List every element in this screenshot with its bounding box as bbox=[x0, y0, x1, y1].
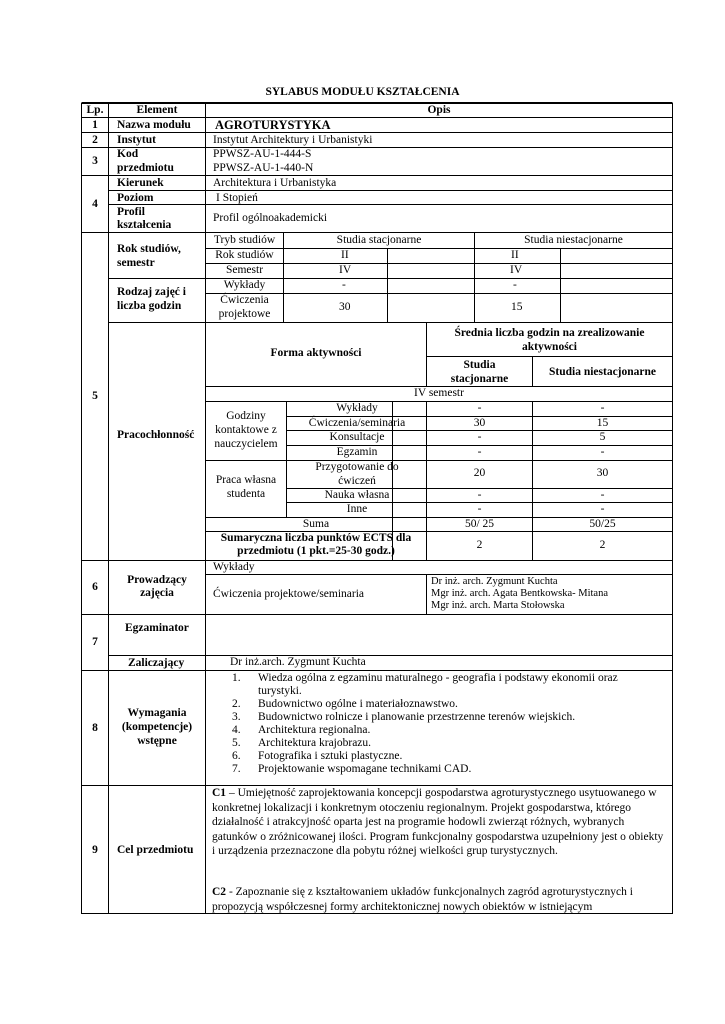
p-nauka-s: - bbox=[477, 489, 482, 501]
list-item bbox=[212, 698, 662, 711]
kierunek-value: Architektura i Urbanistyka bbox=[213, 177, 337, 189]
row5-lp: 5 bbox=[92, 390, 98, 402]
goal-c1-label: C1 bbox=[212, 787, 227, 799]
wyk-s: - bbox=[342, 279, 346, 291]
godziny-3: nauczycielem bbox=[214, 438, 278, 450]
rok-n: II bbox=[511, 249, 519, 261]
list-item-text: Budownictwo ogólne i materiałoznawstwo. bbox=[258, 698, 458, 710]
semestr-label: Semestr bbox=[225, 264, 264, 276]
r6-cwiczenia: Ćwiczenia projektowe/seminaria bbox=[213, 588, 365, 600]
wyklady-label: Wykłady bbox=[223, 279, 266, 291]
zaliczajacy-label: Zaliczający bbox=[128, 657, 185, 669]
list-item-text: Architektura krajobrazu. bbox=[258, 737, 372, 749]
r6-wyklady: Wykłady bbox=[213, 561, 255, 573]
row3-element-1: Kod bbox=[117, 148, 139, 160]
wymagania-2: (kompetencje) bbox=[121, 721, 193, 733]
suma-label: Suma bbox=[302, 518, 330, 530]
poziom-value: I Stopień bbox=[216, 192, 258, 204]
forma-aktywnosci: Forma aktywności bbox=[270, 347, 362, 359]
rok-label-1: Rok studiów, bbox=[117, 243, 181, 255]
list-item-number: 4. bbox=[232, 724, 241, 736]
p-cw-s: 30 bbox=[473, 417, 486, 429]
profil-label-1: Profil bbox=[117, 206, 145, 218]
niestacjonarne-label: Studia niestacjonarne bbox=[524, 234, 623, 246]
p-egz-n: - bbox=[600, 446, 605, 458]
wymagania-1: Wymagania bbox=[127, 707, 187, 719]
p-cw: Ćwiczenia/seminaria bbox=[308, 417, 406, 429]
ects-s: 2 bbox=[476, 539, 483, 551]
row8-lp: 8 bbox=[92, 722, 98, 734]
p-egz: Egzamin bbox=[336, 446, 378, 458]
profil-value: Profil ogólnoakademicki bbox=[213, 212, 328, 224]
code-n: PPWSZ-AU-1-440-N bbox=[213, 162, 314, 174]
ects-label-2: przedmiotu (1 pkt.=25-30 godz.) bbox=[237, 545, 395, 557]
goal-c2-label: C2 bbox=[212, 886, 227, 898]
pracochlonnosc-label: Pracochłonność bbox=[117, 429, 195, 441]
studia-stac-1: Studia bbox=[463, 359, 496, 371]
goal-c2 bbox=[212, 885, 667, 914]
sem-s: IV bbox=[339, 264, 352, 276]
list-item bbox=[212, 750, 662, 763]
rodzaj-label-1: Rodzaj zajęć i bbox=[117, 286, 186, 298]
p-kons-s: - bbox=[477, 431, 482, 443]
rodzaj-label-2: liczba godzin bbox=[117, 300, 182, 312]
list-item-text: Fotografika i sztuki plastyczne. bbox=[258, 750, 403, 762]
list-item-number: 5. bbox=[232, 737, 241, 749]
row4-lp: 4 bbox=[92, 198, 98, 210]
p-nauka: Nauka własna bbox=[324, 489, 390, 501]
header-element: Element bbox=[136, 104, 178, 116]
srednia-2: aktywności bbox=[522, 341, 577, 353]
ects-n: 2 bbox=[599, 539, 606, 551]
row9-lp: 9 bbox=[92, 844, 98, 856]
module-name: AGROTURYSTYKA bbox=[215, 118, 331, 132]
p-wyklady: Wykłady bbox=[336, 402, 378, 414]
cw-n: 15 bbox=[511, 301, 523, 313]
list-item bbox=[212, 724, 662, 737]
p-przyg-n: 30 bbox=[596, 467, 609, 479]
row2-element: Instytut bbox=[117, 134, 156, 146]
suma-s: 50/ 25 bbox=[464, 518, 495, 530]
iv-semestr: IV semestr bbox=[414, 387, 464, 399]
header-lp: Lp. bbox=[86, 104, 104, 116]
goal-c1-text: – Umiejętność zaprojektowania koncepcji gospodarstwa agroturystycznego usytuowanego w konkretnej lokalizacji i konkretnym otoczeniu regionalnym. Projekt gospodarstwa, którego działalność i atrakcyjność oparta jest na programie hodowli zwierząt różnych, wybranych gatunków o zróżnicowanej ilości. Program funkcjonalny gospodarstwa uzupełniony jest o obiekty i urządzenia przeznaczone dla pobytu różnej wielkości grup turystycznych. bbox=[212, 787, 664, 858]
p-inne: Inne bbox=[346, 503, 368, 515]
profil-label-2: kształcenia bbox=[117, 219, 172, 231]
p-przyg-s: 20 bbox=[473, 467, 486, 479]
p-inne-s: - bbox=[477, 503, 482, 515]
teacher-1: Dr inż. arch. Zygmunt Kuchta bbox=[431, 576, 558, 587]
row3-element-2: przedmiotu bbox=[117, 162, 174, 174]
rok-studiow-label: Rok studiów bbox=[215, 249, 274, 261]
cwiczenia-label-1: Ćwiczenia bbox=[220, 294, 269, 306]
egzaminator-label: Egzaminator bbox=[125, 622, 189, 634]
wymagania-3: wstępne bbox=[137, 735, 177, 747]
studia-stac-2: stacjonarne bbox=[450, 373, 509, 385]
sem-n: IV bbox=[510, 264, 523, 276]
list-item-number: 1. bbox=[232, 672, 241, 684]
p-inne-n: - bbox=[600, 503, 605, 515]
rok-s: II bbox=[341, 249, 349, 261]
p-egz-s: - bbox=[477, 446, 482, 458]
list-item-text: Projektowanie wspomagane technikami CAD. bbox=[258, 763, 472, 775]
cw-s: 30 bbox=[339, 301, 351, 313]
zaliczajacy-value: Dr inż.arch. Zygmunt Kuchta bbox=[230, 656, 366, 668]
row1-lp: 1 bbox=[92, 119, 98, 131]
p-cw-n: 15 bbox=[596, 417, 609, 429]
list-item-number: 3. bbox=[232, 711, 241, 723]
cel-przedmiotu-label: Cel przedmiotu bbox=[117, 844, 194, 856]
code-s: PPWSZ-AU-1-444-S bbox=[213, 148, 312, 160]
godziny-2: kontaktowe z bbox=[215, 424, 277, 436]
p-wyk-s: - bbox=[477, 402, 482, 414]
studia-niestac: Studia niestacjonarne bbox=[548, 366, 657, 378]
stacjonarne-label: Studia stacjonarne bbox=[336, 234, 422, 246]
list-item-number: 2. bbox=[232, 698, 241, 710]
row6-lp: 6 bbox=[92, 581, 98, 593]
list-item-text: Wiedza ogólna z egzaminu maturalnego - geografia i podstawy ekonomii oraz bbox=[258, 672, 618, 684]
list-item-text: Architektura regionalna. bbox=[258, 724, 371, 736]
row3-lp: 3 bbox=[92, 155, 98, 167]
p-przyg-2: ćwiczeń bbox=[338, 475, 376, 487]
row7-lp: 7 bbox=[92, 636, 98, 648]
poziom-label: Poziom bbox=[117, 192, 154, 204]
header-opis: Opis bbox=[427, 104, 451, 116]
prowadzacy-1: Prowadzący bbox=[127, 574, 187, 586]
p-kons-n: 5 bbox=[599, 431, 606, 443]
goal-c2-text: - Zapoznanie się z kształtowaniem układów funkcjonalnych zagród agroturystycznych i propozycją współczesnej formy architektonicznej nowych obiektów w istniejącym bbox=[212, 886, 633, 913]
teacher-2: Mgr inż. arch. Agata Bentkowska- Mitana bbox=[431, 588, 608, 599]
row2-value: Instytut Architektury i Urbanistyki bbox=[213, 134, 373, 146]
list-item-text: Budownictwo rolnicze i planowanie przestrzenne terenów wiejskich. bbox=[258, 711, 576, 723]
list-item bbox=[212, 672, 662, 698]
cwiczenia-label-2: projektowe bbox=[218, 308, 271, 320]
p-kons: Konsultacje bbox=[329, 431, 385, 443]
document-title: SYLABUS MODUŁU KSZTAŁCENIA bbox=[265, 86, 460, 98]
wyk-n: - bbox=[513, 279, 517, 291]
tryb-label: Tryb studiów bbox=[213, 234, 276, 246]
praca-1: Praca własna bbox=[215, 474, 277, 486]
rok-label-2: semestr bbox=[117, 257, 155, 269]
prowadzacy-2: zajęcia bbox=[140, 587, 174, 599]
p-wyk-n: - bbox=[600, 402, 605, 414]
praca-2: studenta bbox=[226, 488, 266, 500]
p-nauka-n: - bbox=[600, 489, 605, 501]
list-item bbox=[212, 711, 662, 724]
srednia-1: Średnia liczba godzin na zrealizowanie bbox=[454, 327, 645, 339]
suma-n: 50/25 bbox=[589, 518, 616, 530]
row1-element: Nazwa modułu bbox=[117, 119, 191, 131]
kierunek-label: Kierunek bbox=[117, 177, 164, 189]
row2-lp: 2 bbox=[92, 134, 98, 146]
ects-label-1: Sumaryczna liczba punktów ECTS dla bbox=[220, 532, 412, 544]
list-item-text-continued: turystyki. bbox=[258, 685, 302, 697]
p-przyg-1: Przygotowanie do bbox=[315, 461, 399, 473]
list-item bbox=[212, 763, 662, 776]
teacher-3: Mgr inż. arch. Marta Stołowska bbox=[431, 600, 565, 611]
godziny-1: Godziny bbox=[226, 410, 266, 422]
requirements-list bbox=[212, 672, 662, 776]
list-item-number: 7. bbox=[232, 763, 241, 775]
goal-c1 bbox=[212, 786, 667, 859]
list-item bbox=[212, 737, 662, 750]
list-item-number: 6. bbox=[232, 750, 241, 762]
